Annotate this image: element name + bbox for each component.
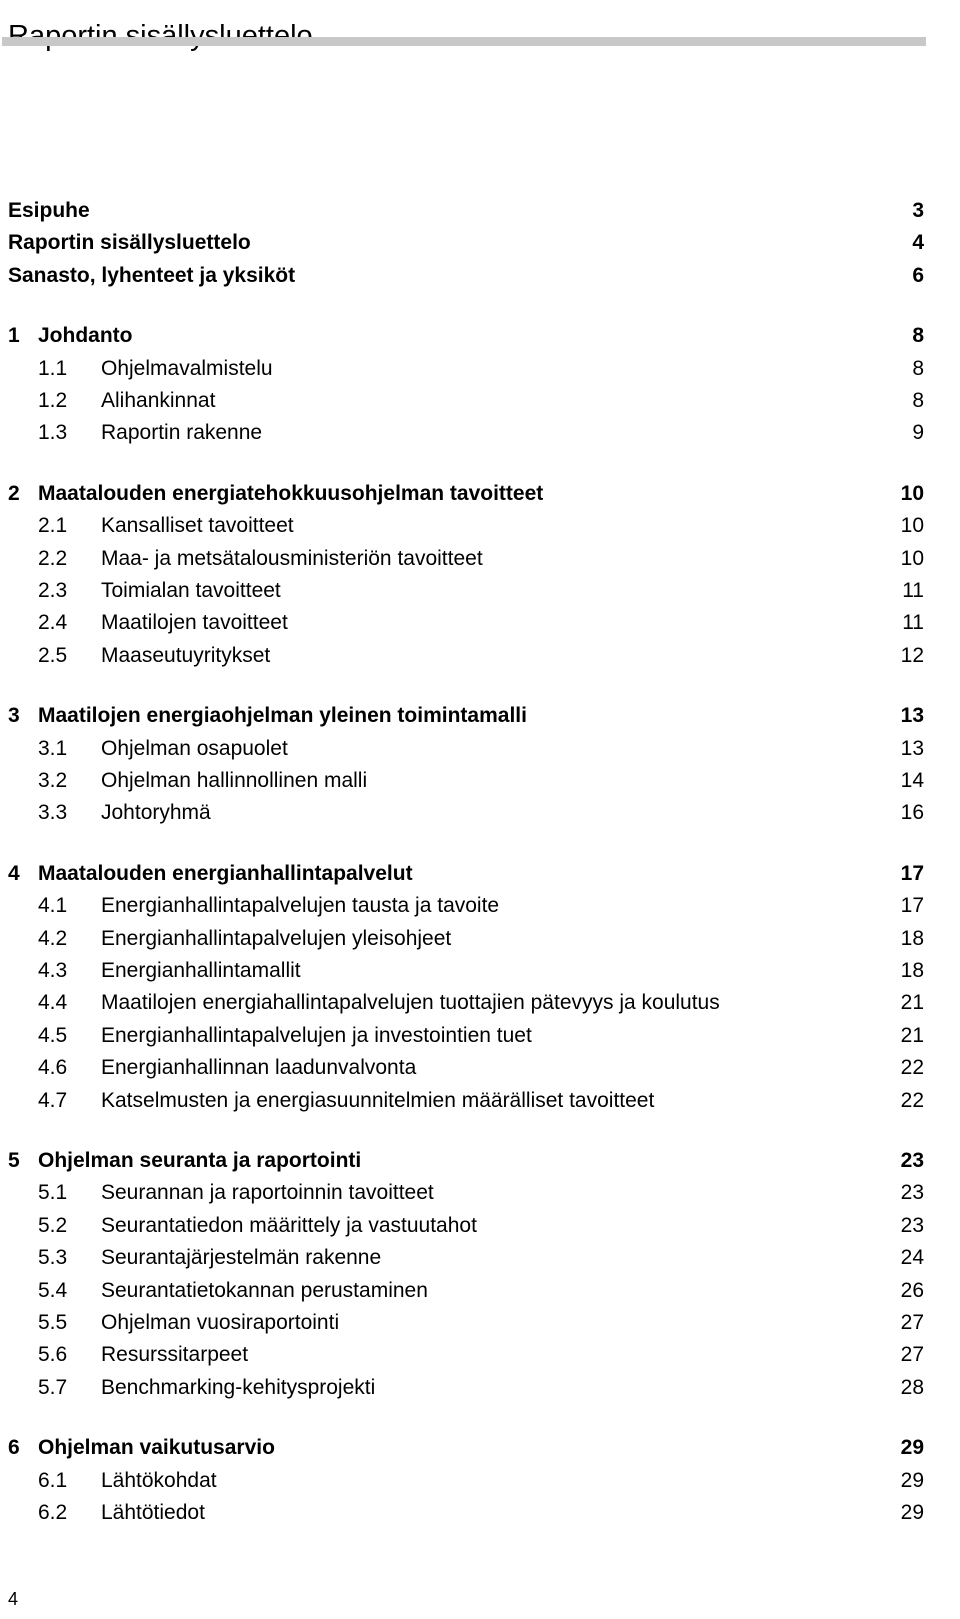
toc-entry-page: 29 <box>900 1468 924 1492</box>
toc-entry-page: 8 <box>912 324 924 348</box>
toc-entry-page: 28 <box>900 1375 924 1399</box>
toc-entry[interactable] <box>0 1211 960 1241</box>
toc-entry-title: Maatalouden energianhallintapalvelut <box>38 861 413 885</box>
toc-entry-title: Maaseutuyritykset <box>101 643 271 667</box>
toc-entry[interactable] <box>0 891 960 921</box>
toc-entry-title: Raportin rakenne <box>101 421 263 445</box>
toc-entry[interactable] <box>0 1276 960 1306</box>
toc-entry-number: 4.3 <box>38 959 68 982</box>
toc-entry-page: 16 <box>900 801 924 825</box>
toc-entry-title: Energianhallintamallit <box>101 959 301 982</box>
toc-entry[interactable] <box>0 1308 960 1338</box>
toc-entry-number: 6 <box>8 1436 20 1460</box>
toc-entry-title: Ohjelman hallinnollinen malli <box>101 769 368 792</box>
toc-entry[interactable] <box>0 261 960 291</box>
toc-entry-number: 2.2 <box>38 546 68 570</box>
toc-entry-number: 5.6 <box>38 1343 68 1367</box>
toc-entry-title: Raportin sisällysluettelo <box>8 231 251 255</box>
toc-entry-page: 4 <box>912 231 924 255</box>
toc-entry-page: 18 <box>900 926 924 950</box>
toc-entry-title: Maatilojen energiahallintapalvelujen tuottajien pätevyys ja koulutus <box>101 991 720 1015</box>
toc-entry[interactable] <box>0 924 960 954</box>
toc-entry-number: 2.3 <box>38 579 68 602</box>
toc-entry-number: 3.2 <box>38 769 68 792</box>
toc-entry-page: 18 <box>900 959 924 982</box>
toc-entry[interactable] <box>0 641 960 671</box>
toc-entry-title: Energianhallinnan laadunvalvonta <box>101 1056 417 1080</box>
toc-entry[interactable] <box>0 1178 960 1208</box>
toc-entry[interactable] <box>0 859 960 889</box>
toc-entry[interactable] <box>0 1243 960 1273</box>
toc-entry-title: Johdanto <box>38 324 133 348</box>
toc-entry-page: 9 <box>912 421 924 445</box>
toc-entry-number: 4 <box>8 861 20 885</box>
toc-entry[interactable] <box>0 1498 960 1528</box>
toc-entry-number: 2.4 <box>38 611 68 635</box>
toc-entry[interactable] <box>0 1340 960 1370</box>
toc-entry-number: 4.6 <box>38 1056 68 1080</box>
toc-entry-page: 11 <box>902 611 924 635</box>
toc-entry-page: 13 <box>900 704 924 728</box>
toc-entry-page: 29 <box>900 1501 924 1524</box>
toc-entry[interactable] <box>0 196 960 226</box>
toc-entry-page: 27 <box>900 1311 924 1334</box>
toc-entry-title: Ohjelman vaikutusarvio <box>38 1436 275 1460</box>
toc-entry-title: Sanasto, lyhenteet ja yksiköt <box>8 263 296 287</box>
toc-entry-page: 10 <box>900 481 924 505</box>
toc-entry-page: 23 <box>900 1149 924 1172</box>
toc-entry-page: 26 <box>900 1278 924 1302</box>
toc-entry[interactable] <box>0 734 960 764</box>
toc-entry[interactable] <box>0 479 960 509</box>
toc-entry-number: 5.7 <box>38 1375 68 1399</box>
toc-entry-page: 14 <box>900 769 924 792</box>
toc-entry-number: 1.2 <box>38 389 68 412</box>
toc-entry-number: 2.5 <box>38 643 68 667</box>
toc-entry-page: 10 <box>900 546 924 570</box>
toc-entry-page: 13 <box>900 736 924 760</box>
toc-entry-title: Maatalouden energiatehokkuusohjelman tavoitteet <box>38 481 544 505</box>
title-rule <box>2 37 926 46</box>
toc-entry-page: 22 <box>900 1056 924 1080</box>
toc-entry-page: 29 <box>900 1436 924 1460</box>
toc-entry-page: 24 <box>900 1246 924 1270</box>
toc-entry-title: Ohjelmavalmistelu <box>101 356 273 380</box>
toc-entry[interactable] <box>0 544 960 574</box>
toc-entry-page: 10 <box>900 514 924 538</box>
toc-entry-title: Ohjelman seuranta ja raportointi <box>38 1149 362 1172</box>
toc-entry-title: Kansalliset tavoitteet <box>101 514 294 538</box>
toc-entry-number: 1 <box>8 324 20 348</box>
toc-entry[interactable] <box>0 608 960 638</box>
toc-entry-title: Ohjelman vuosiraportointi <box>101 1311 340 1334</box>
toc-entry-title: Energianhallintapalvelujen tausta ja tavoite <box>101 894 500 918</box>
toc-entry-title: Ohjelman osapuolet <box>101 736 288 760</box>
toc-entry-page: 6 <box>912 263 924 287</box>
toc-entry[interactable] <box>0 1086 960 1116</box>
toc-entry-number: 5.4 <box>38 1278 68 1302</box>
toc-entry-number: 3.3 <box>38 801 68 825</box>
toc-entry-title: Katselmusten ja energiasuunnitelmien määrälliset tavoitteet <box>101 1088 655 1112</box>
toc-entry-title: Toimialan tavoitteet <box>101 579 281 602</box>
toc-entry[interactable] <box>0 386 960 416</box>
toc-entry-title: Maatilojen tavoitteet <box>101 611 288 635</box>
toc-entry-title: Lähtökohdat <box>101 1468 217 1492</box>
toc-entry-title: Energianhallintapalvelujen ja investointien tuet <box>101 1023 532 1047</box>
toc-entry[interactable] <box>0 321 960 351</box>
toc-entry-title: Johtoryhmä <box>101 801 211 825</box>
toc-entry-number: 4.2 <box>38 926 68 950</box>
toc-entry[interactable] <box>0 1433 960 1463</box>
toc-entry-title: Resurssitarpeet <box>101 1343 249 1367</box>
toc-entry-page: 23 <box>900 1181 924 1205</box>
toc-entry-number: 1.3 <box>38 421 68 445</box>
toc-entry-title: Seurannan ja raportoinnin tavoitteet <box>101 1181 434 1205</box>
toc-entry-number: 5.3 <box>38 1246 68 1270</box>
toc-entry-title: Seurantajärjestelmän rakenne <box>101 1246 382 1270</box>
toc-entry-page: 8 <box>912 356 924 380</box>
toc-entry-page: 23 <box>900 1213 924 1237</box>
toc-entry-title: Seurantatietokannan perustaminen <box>101 1278 428 1302</box>
toc-entry[interactable] <box>0 1466 960 1496</box>
toc-entry-number: 4.1 <box>38 894 68 918</box>
toc-entry-number: 5 <box>8 1149 20 1172</box>
toc-entry-title: Maa- ja metsätalousministeriön tavoitteet <box>101 546 483 570</box>
toc-entry-title: Benchmarking-kehitysprojekti <box>101 1375 376 1399</box>
toc-entry[interactable] <box>0 1021 960 1051</box>
footer-page-number: 4 <box>8 1589 19 1609</box>
toc-entry-number: 5.1 <box>38 1181 68 1205</box>
toc-entry[interactable] <box>0 511 960 541</box>
toc-entry[interactable] <box>0 228 960 258</box>
toc-entry[interactable] <box>0 988 960 1018</box>
toc-entry-number: 5.2 <box>38 1213 68 1237</box>
toc-entry-number: 4.4 <box>38 991 68 1015</box>
toc-entry-number: 3 <box>8 704 20 728</box>
toc-entry-number: 3.1 <box>38 736 68 760</box>
toc-entry[interactable] <box>0 766 960 796</box>
toc-entry-title: Lähtötiedot <box>101 1501 205 1524</box>
toc-entry-title: Seurantatiedon määrittely ja vastuutahot <box>101 1213 477 1237</box>
toc-entry-number: 2 <box>8 481 20 505</box>
toc-entry-number: 6.2 <box>38 1501 68 1524</box>
toc-entry-page: 17 <box>900 894 924 918</box>
toc-entry-title: Alihankinnat <box>101 389 216 412</box>
toc-entry[interactable] <box>0 1146 960 1176</box>
toc-entry-page: 22 <box>900 1088 924 1112</box>
toc-entry-title: Energianhallintapalvelujen yleisohjeet <box>101 926 452 950</box>
toc-entry-number: 4.7 <box>38 1088 68 1112</box>
toc-entry[interactable] <box>0 956 960 986</box>
toc-entry-number: 6.1 <box>38 1468 68 1492</box>
toc-entry-page: 17 <box>900 861 924 885</box>
toc-entry-page: 27 <box>900 1343 924 1367</box>
toc-entry-number: 1.1 <box>38 356 68 380</box>
toc-entry[interactable] <box>0 701 960 731</box>
toc-entry-page: 3 <box>912 199 924 222</box>
toc-entry-page: 12 <box>900 643 924 667</box>
toc-entry-page: 21 <box>900 991 924 1015</box>
toc-entry[interactable] <box>0 1373 960 1403</box>
toc-entry-number: 5.5 <box>38 1311 68 1334</box>
toc-entry[interactable] <box>0 418 960 448</box>
toc-entry[interactable] <box>0 576 960 606</box>
toc-entry-page: 21 <box>900 1023 924 1047</box>
toc-entry-title: Esipuhe <box>8 199 90 222</box>
toc-entry-title: Maatilojen energiaohjelman yleinen toimintamalli <box>38 704 527 728</box>
toc-entry[interactable] <box>0 1053 960 1083</box>
toc-entry-number: 4.5 <box>38 1023 68 1047</box>
toc-entry-page: 11 <box>902 579 924 602</box>
toc-entry[interactable] <box>0 798 960 828</box>
toc-entry-number: 2.1 <box>38 514 68 538</box>
toc-entry[interactable] <box>0 354 960 384</box>
toc-entry-page: 8 <box>912 389 924 412</box>
